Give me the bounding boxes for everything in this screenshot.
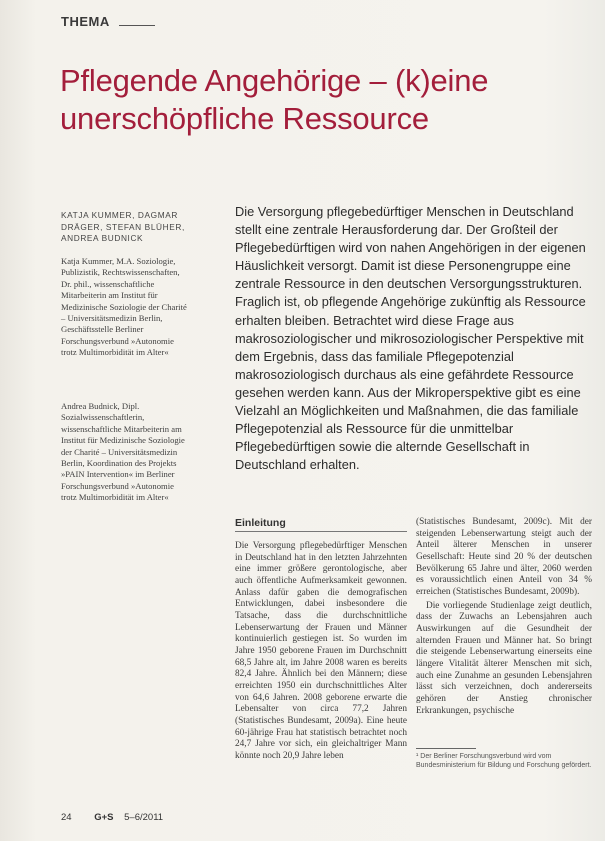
body-column-right — [416, 517, 592, 717]
page-footer — [61, 812, 163, 823]
body-paragraph: Die vorliegende Studienlage zeigt deutlich, dass der Zuwachs an Lebensjahren auch Auswirkungen auf die Gesundheit der alternden Frauen und Männer hat. So bringt die steigende Lebenserwartung einerseits eine längere Vitalität älterer Menschen mit sich, auch eine Zunahme an gesunden Lebensjahren lässt sich verzeichnen, doch andererseits gehören der Anstieg chronischer Erkrankungen, psychische — [416, 600, 592, 716]
body-paragraph: Die Versorgung pflegebedürftiger Menschen in Deutschland hat in den letzten Jahrzehnten eine immer größere gerontologische, aber auch öffentliche Aufmerksamkeit gewonnen. Anlass dafür gaben die demografischen Entwicklungen, dabei insbesondere die Tatsache, dass die durchschnittliche Lebenserwartung der Frauen und Männer kontinuierlich gestiegen ist. So wurden im Jahre 1950 geborene Frauen im Durchschnitt 68,5 Jahre alt, im Jahre 2008 waren es bereits 82,4 Jahre. Ähnlich bei den Männern; diese erreichten 1950 ein durchschnittliches Alter von 64,6 Jahren. 2008 geborene erwarte die Lebensalter von circa 77,2 Jahren (Statistisches Bundesamt, 2009a). Eine heute 60-jährige Frau hat statistisch betrachtet noch 24,7 Jahre vor sich, ein gleichaltriger Mann könnte noch 20,9 Jahre leben — [235, 541, 407, 761]
author-bio: Andrea Budnick, Dipl. Sozialwissenschaftlerin, wissenschaftliche Mitarbeiterin am Institut für Medizinische Soziologie der Charité – Universitätsmedizin Berlin, Koordination des Projekts »PAIN Intervention« im Berliner Forschungsverbund »Autonomie trotz Multimorbidität im Alter« — [61, 401, 185, 503]
journal-name: G+S — [94, 812, 114, 823]
footnote-rule — [416, 748, 476, 749]
journal-issue: 5–6/2011 — [124, 812, 164, 823]
page-number: 24 — [61, 812, 72, 823]
article-title: Pflegende Angehörige – (k)eine unerschöpfliche Ressource — [60, 63, 489, 136]
section-heading: Einleitung — [235, 517, 286, 529]
body-paragraph: (Statistisches Bundesamt, 2009c). Mit der steigenden Lebenserwartung steigt auch der Anteil älterer Menschen in unserer Gesellschaft: Heute sind 20 % der deutschen Bevölkerung 65 Jahre und älter, 2060 werden es voraussichtlich einen Anteil von 34 % erreichen (Statistisches Bundesamt, 2009b). — [416, 517, 592, 597]
author-list: KATJA KUMMER, DAGMAR DRÄGER, STEFAN BLÜHER, ANDREA BUDNICK — [61, 210, 185, 243]
author-bio: Katja Kummer, M.A. Soziologie, Publizistik, Rechtswissenschaften, Dr. phil., wissenschaftliche Mitarbeiterin am Institut für Medizinische Soziologie der Charité – Universitätsmedizin Berlin, Geschäftsstelle Berliner Forschungsverbund »Autonomie trotz Multimorbidität im Alter« — [61, 256, 187, 358]
abstract: Die Versorgung pflegebedürftiger Menschen in Deutschland stellt eine zentrale Herausforderung dar. Der Großteil der Pflegebedürftigen wird von nahen Angehörigen in der eigenen Häuslichkeit versorgt. Damit ist diese Personengruppe eine zentrale Ressource in den deutschen Versorgungsstrukturen. Fraglich ist, ob pflegende Angehörige zukünftig als Ressource erhalten bleiben. Betrachtet wird diese Frage aus makrosoziologischer und mikrosoziologischer Perspektive mit dem Ergebnis, dass das familiale Pflegepotenzial makrosoziologisch durchaus als eine gefährdete Ressource gesehen werden kann. Aus der Mikroperspektive gibt es eine Vielzahl an Möglichkeiten und Maßnahmen, die das familiale Pflegepotenzial als Ressource für die unmittelbar Pflegebedürftigen sowie die alternde Gesellschaft in Deutschland erhalten. — [235, 204, 586, 473]
body-column-left — [235, 541, 407, 762]
section-heading-rule — [235, 531, 407, 532]
section-label: THEMA — [61, 14, 110, 29]
section-rule — [119, 25, 155, 26]
footnote: ¹ Der Berliner Forschungsverbund wird vom Bundesministerium für Bildung und Forschung gefördert. — [416, 753, 592, 769]
